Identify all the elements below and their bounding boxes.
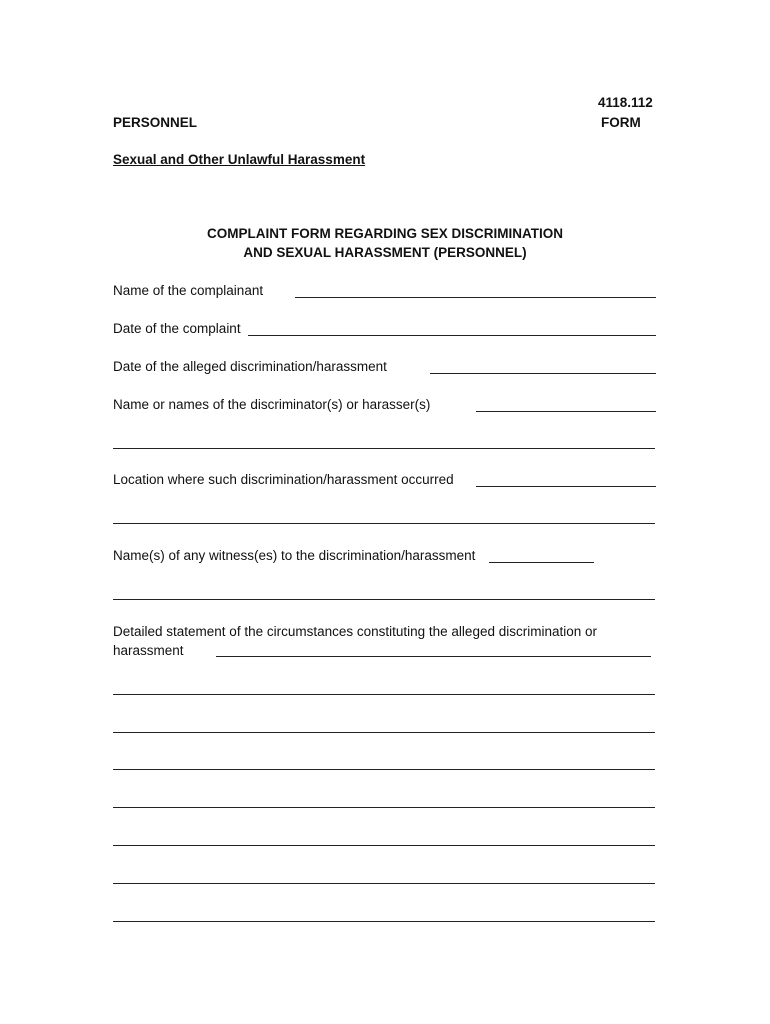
statement-field-line[interactable]: [113, 921, 655, 922]
alleged-date-field[interactable]: [430, 373, 656, 374]
witness-names-field[interactable]: [489, 562, 594, 563]
location-label: Location where such discrimination/harassment occurred: [113, 472, 454, 487]
statement-field-line[interactable]: [113, 694, 655, 695]
harasser-names-field[interactable]: [476, 411, 656, 412]
statement-field-line[interactable]: [113, 769, 655, 770]
complainant-name-field[interactable]: [295, 297, 656, 298]
doc-type-label: FORM: [601, 115, 641, 130]
section-heading: PERSONNEL: [113, 115, 198, 130]
complainant-name-label: Name of the complainant: [113, 283, 264, 298]
harasser-names-field-continued[interactable]: [113, 448, 655, 449]
form-title-line2: AND SEXUAL HARASSMENT (PERSONNEL): [243, 245, 527, 260]
complaint-date-label: Date of the complaint: [113, 321, 241, 336]
location-field[interactable]: [476, 486, 656, 487]
statement-field-line[interactable]: [113, 807, 655, 808]
statement-label-line1: Detailed statement of the circumstances constituting the alleged discrimination or: [113, 624, 597, 639]
statement-field-line[interactable]: [113, 732, 655, 733]
statement-field-line[interactable]: [113, 845, 655, 846]
witness-names-label: Name(s) of any witness(es) to the discrimination/harassment: [113, 548, 476, 563]
subject-heading: Sexual and Other Unlawful Harassment: [113, 152, 366, 167]
statement-field[interactable]: [216, 656, 651, 657]
alleged-date-label: Date of the alleged discrimination/harassment: [113, 359, 387, 374]
complaint-date-field[interactable]: [248, 335, 656, 336]
statement-field-line[interactable]: [113, 883, 655, 884]
harasser-names-label: Name or names of the discriminator(s) or harasser(s): [113, 397, 431, 412]
policy-number: 4118.112: [598, 95, 653, 110]
witness-names-field-continued[interactable]: [113, 599, 655, 600]
form-title-line1: COMPLAINT FORM REGARDING SEX DISCRIMINATION: [207, 226, 563, 241]
location-field-continued[interactable]: [113, 523, 655, 524]
statement-label-line2: harassment: [113, 643, 184, 658]
